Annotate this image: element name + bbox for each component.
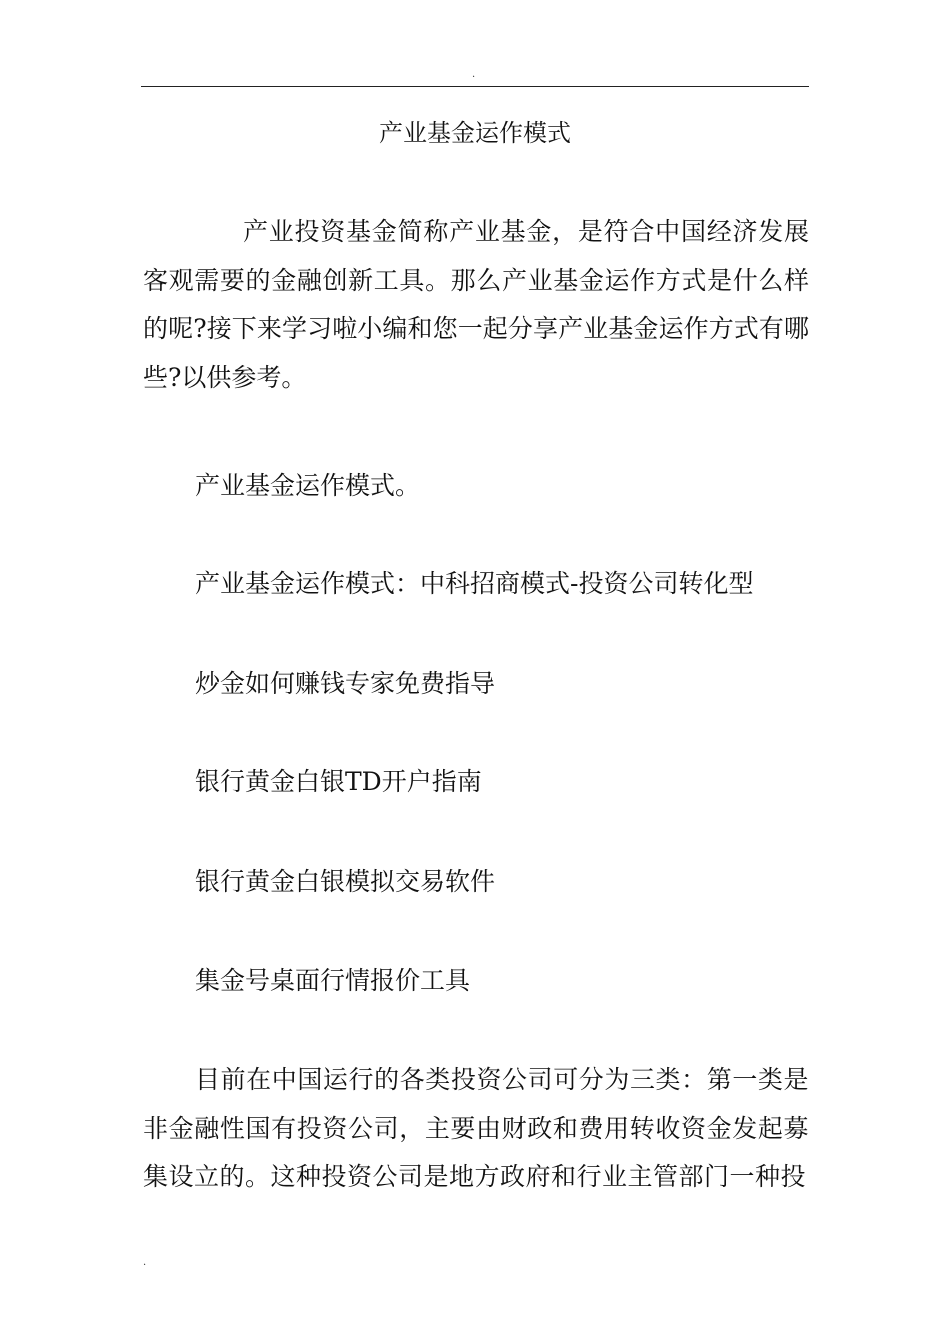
header-rule bbox=[141, 86, 809, 87]
text-line-2: 产业基金运作模式：中科招商模式-投资公司转化型 bbox=[195, 569, 754, 598]
last-paragraph: 目前在中国运行的各类投资公司可分为三类：第一类是非金融性国有投资公司，主要由财政和费用转收资金发起募集设立的。这种投资公司是地方政府和行业主管部门一种投 bbox=[143, 1065, 809, 1191]
intro-paragraph: 产业投资基金简称产业基金，是符合中国经济发展客观需要的金融创新工具。那么产业基金运作方式是什么样的呢?接下来学习啦小编和您一起分享产业基金运作方式有哪些?以供参考。 bbox=[143, 217, 809, 392]
footer-mark: . bbox=[143, 1257, 147, 1268]
text-line-1: 产业基金运作模式。 bbox=[195, 471, 421, 500]
text-line-6: 集金号桌面行情报价工具 bbox=[195, 966, 471, 995]
text-line-3: 炒金如何赚钱专家免费指导 bbox=[195, 669, 496, 698]
text-line-4: 银行黄金白银TD开户指南 bbox=[195, 767, 482, 796]
text-line-5: 银行黄金白银模拟交易软件 bbox=[195, 867, 496, 896]
document-title: 产业基金运作模式 bbox=[379, 119, 571, 147]
header-mark: . bbox=[472, 69, 476, 80]
